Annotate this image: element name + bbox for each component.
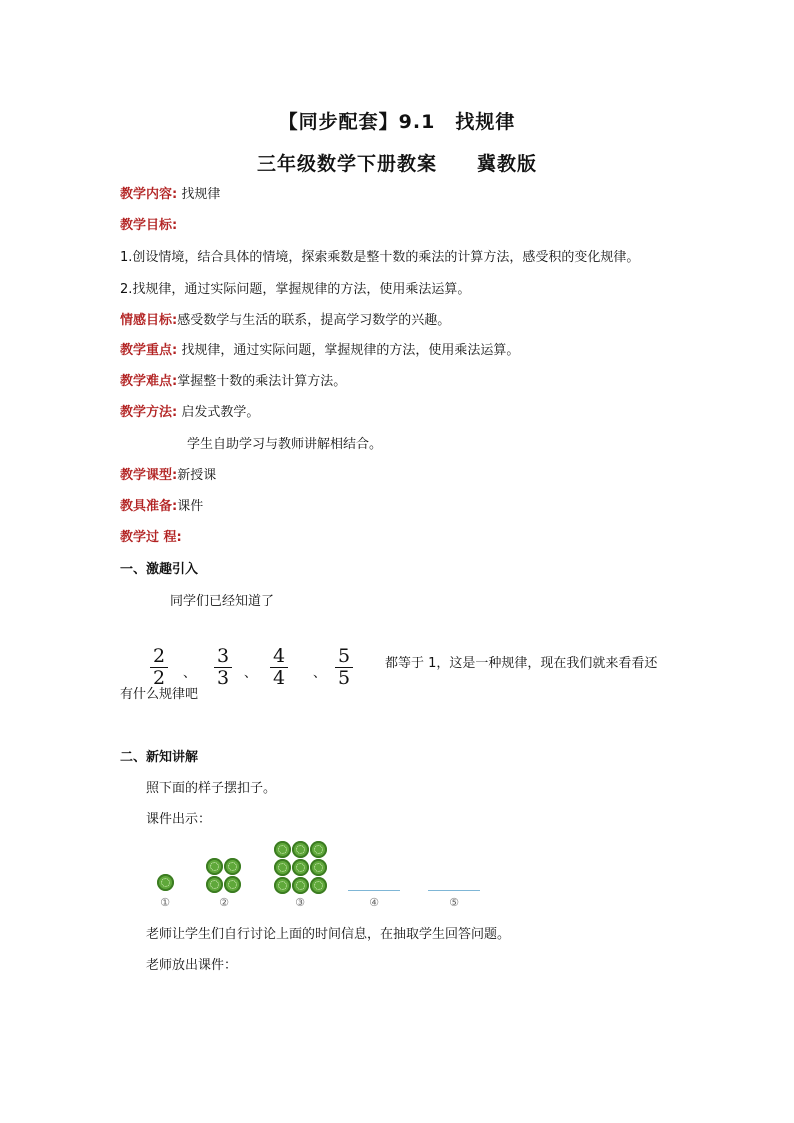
tools-value: 课件 xyxy=(177,499,204,514)
content-row xyxy=(120,186,220,204)
button-coin xyxy=(292,877,309,894)
tools-row xyxy=(120,498,203,516)
button-coin xyxy=(310,877,327,894)
figure-label-3: ③ xyxy=(295,896,305,909)
button-coin xyxy=(310,841,327,858)
process-label: 教学过 程: xyxy=(120,530,182,545)
difficulty-label: 教学难点: xyxy=(120,374,178,389)
section-1-statement: 都等于 1，这是一种规律，现在我们就来看看还 xyxy=(385,656,658,671)
fraction-2-denominator: 3 xyxy=(216,667,230,689)
lesson-type-value: 新授课 xyxy=(177,468,217,483)
key-label: 教学重点: xyxy=(120,343,178,358)
emotion-value: 感受数学与生活的联系，提高学习数学的兴趣。 xyxy=(177,313,451,328)
fraction-1-denominator: 2 xyxy=(152,667,166,689)
lesson-type-row xyxy=(120,467,216,485)
section-2-p1: 照下面的样子摆扣子。 xyxy=(146,781,277,796)
fraction-1-numerator: 2 xyxy=(152,645,166,667)
blank-line-5 xyxy=(428,890,480,891)
goals-row xyxy=(120,217,177,235)
button-coin xyxy=(274,877,291,894)
method-value: 启发式教学。 xyxy=(177,405,260,420)
section-1-statement-cont: 有什么规律吧 xyxy=(120,687,199,702)
key-value: 找规律，通过实际问题，掌握规律的方法，使用乘法运算。 xyxy=(177,343,520,358)
method-row xyxy=(120,404,259,422)
fraction-1 xyxy=(146,646,172,689)
button-coin xyxy=(157,874,174,891)
section-2-p2: 课件出示： xyxy=(146,812,212,827)
method-label: 教学方法: xyxy=(120,405,178,420)
figure-label-4: ④ xyxy=(369,896,379,909)
lesson-type-label: 教学课型: xyxy=(120,468,178,483)
process-row xyxy=(120,529,182,547)
emotion-label: 情感目标: xyxy=(120,313,178,328)
section-2-p4: 老师放出课件： xyxy=(146,958,238,973)
button-coin xyxy=(224,858,241,875)
button-coin xyxy=(224,876,241,893)
section-1-intro: 同学们已经知道了 xyxy=(170,594,275,609)
separator-1: 、 xyxy=(183,666,197,681)
content-value: 找规律 xyxy=(177,187,221,202)
fraction-2-numerator: 3 xyxy=(216,645,230,667)
button-coin xyxy=(206,876,223,893)
goal-item-1: 1.创设情境，结合具体的情境，探索乘数是整十数的乘法的计算方法，感受积的变化规律。 xyxy=(120,250,640,265)
section-2-p3: 老师让学生们自行讨论上面的时间信息，在抽取学生回答问题。 xyxy=(146,927,511,942)
section-1-heading: 一、激趣引入 xyxy=(120,562,199,577)
fraction-4 xyxy=(331,646,357,689)
fraction-3-denominator: 4 xyxy=(272,667,286,689)
difficulty-value: 掌握整十数的乘法计算方法。 xyxy=(177,374,347,389)
separator-2: 、 xyxy=(244,666,258,681)
emotion-row xyxy=(120,312,450,330)
button-coin xyxy=(292,859,309,876)
content-label: 教学内容: xyxy=(120,187,178,202)
figure-label-2: ② xyxy=(219,896,229,909)
figure-label-5: ⑤ xyxy=(449,896,459,909)
blank-line-4 xyxy=(348,890,400,891)
fraction-3 xyxy=(266,646,292,689)
tools-label: 教具准备: xyxy=(120,499,178,514)
button-coin xyxy=(310,859,327,876)
section-2-heading: 二、新知讲解 xyxy=(120,750,199,765)
document-subtitle: 三年级数学下册教案 冀教版 xyxy=(256,153,537,175)
button-coin xyxy=(274,841,291,858)
fraction-2 xyxy=(210,646,236,689)
button-coin xyxy=(206,858,223,875)
fraction-4-numerator: 5 xyxy=(337,645,351,667)
fraction-3-numerator: 4 xyxy=(272,645,286,667)
fraction-4-denominator: 5 xyxy=(337,667,351,689)
key-row xyxy=(120,342,519,360)
method-value-2: 学生自助学习与教师讲解相结合。 xyxy=(187,437,383,452)
button-coin xyxy=(292,841,309,858)
figure-label-1: ① xyxy=(160,896,170,909)
difficulty-row xyxy=(120,373,346,391)
document-title: 【同步配套】9.1 找规律 xyxy=(278,111,516,133)
button-coin xyxy=(274,859,291,876)
separator-3: 、 xyxy=(313,666,327,681)
goals-label: 教学目标: xyxy=(120,218,178,233)
goal-item-2: 2.找规律，通过实际问题，掌握规律的方法，使用乘法运算。 xyxy=(120,282,471,297)
